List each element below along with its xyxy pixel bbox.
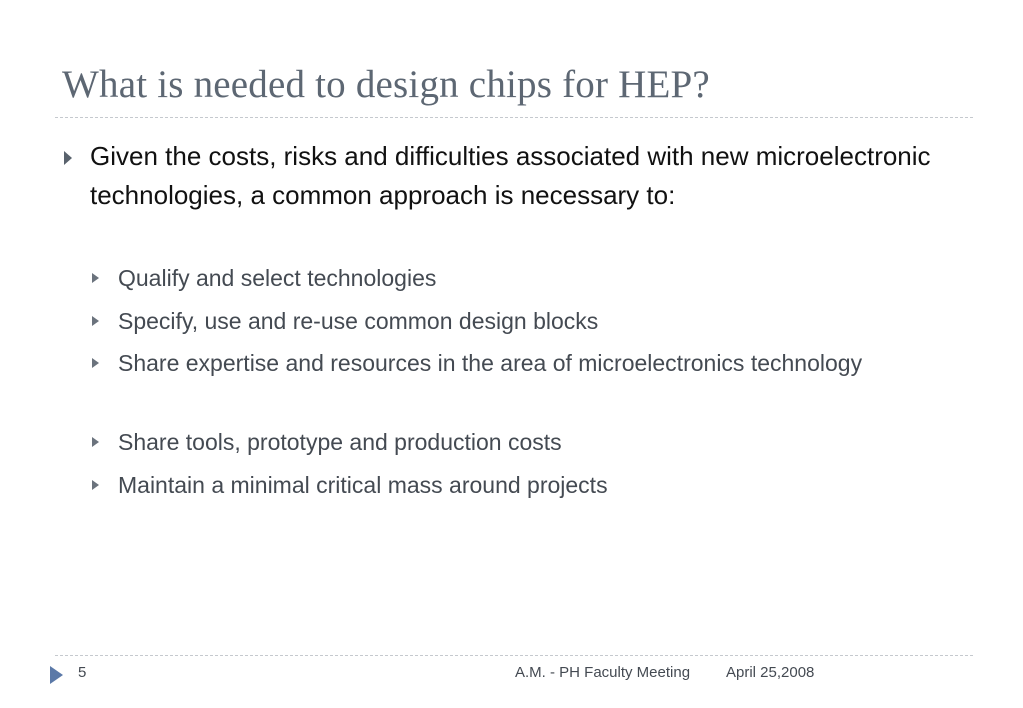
sub-bullet-text: Specify, use and re-use common design blocks [118, 308, 599, 334]
page-number: 5 [78, 664, 87, 681]
footer-divider [55, 655, 973, 656]
triangle-bullet-icon [92, 358, 99, 368]
sub-bullet-text: Qualify and select technologies [118, 265, 437, 291]
triangle-bullet-icon [92, 437, 99, 447]
footer-date: April 25,2008 [726, 664, 815, 681]
title-divider [55, 117, 973, 118]
sub-bullet-text: Maintain a minimal critical mass around projects [118, 472, 608, 498]
triangle-bullet-icon [92, 480, 99, 490]
sub-bullet-text: Share tools, prototype and production costs [118, 429, 562, 455]
slide-title: What is needed to design chips for HEP? [62, 63, 710, 106]
triangle-bullet-icon [92, 273, 99, 283]
triangle-bullet-icon [92, 316, 99, 326]
triangle-bullet-icon [64, 151, 72, 165]
footer-presenter: A.M. - PH Faculty Meeting [515, 664, 691, 681]
play-arrow-icon [50, 666, 63, 684]
main-bullet-text: Given the costs, risks and difficulties associated with new microelectronic technologies, a common approach is necessary to: [90, 141, 931, 210]
sub-bullet-text: Share expertise and resources in the area of microelectronics technology [118, 350, 863, 376]
